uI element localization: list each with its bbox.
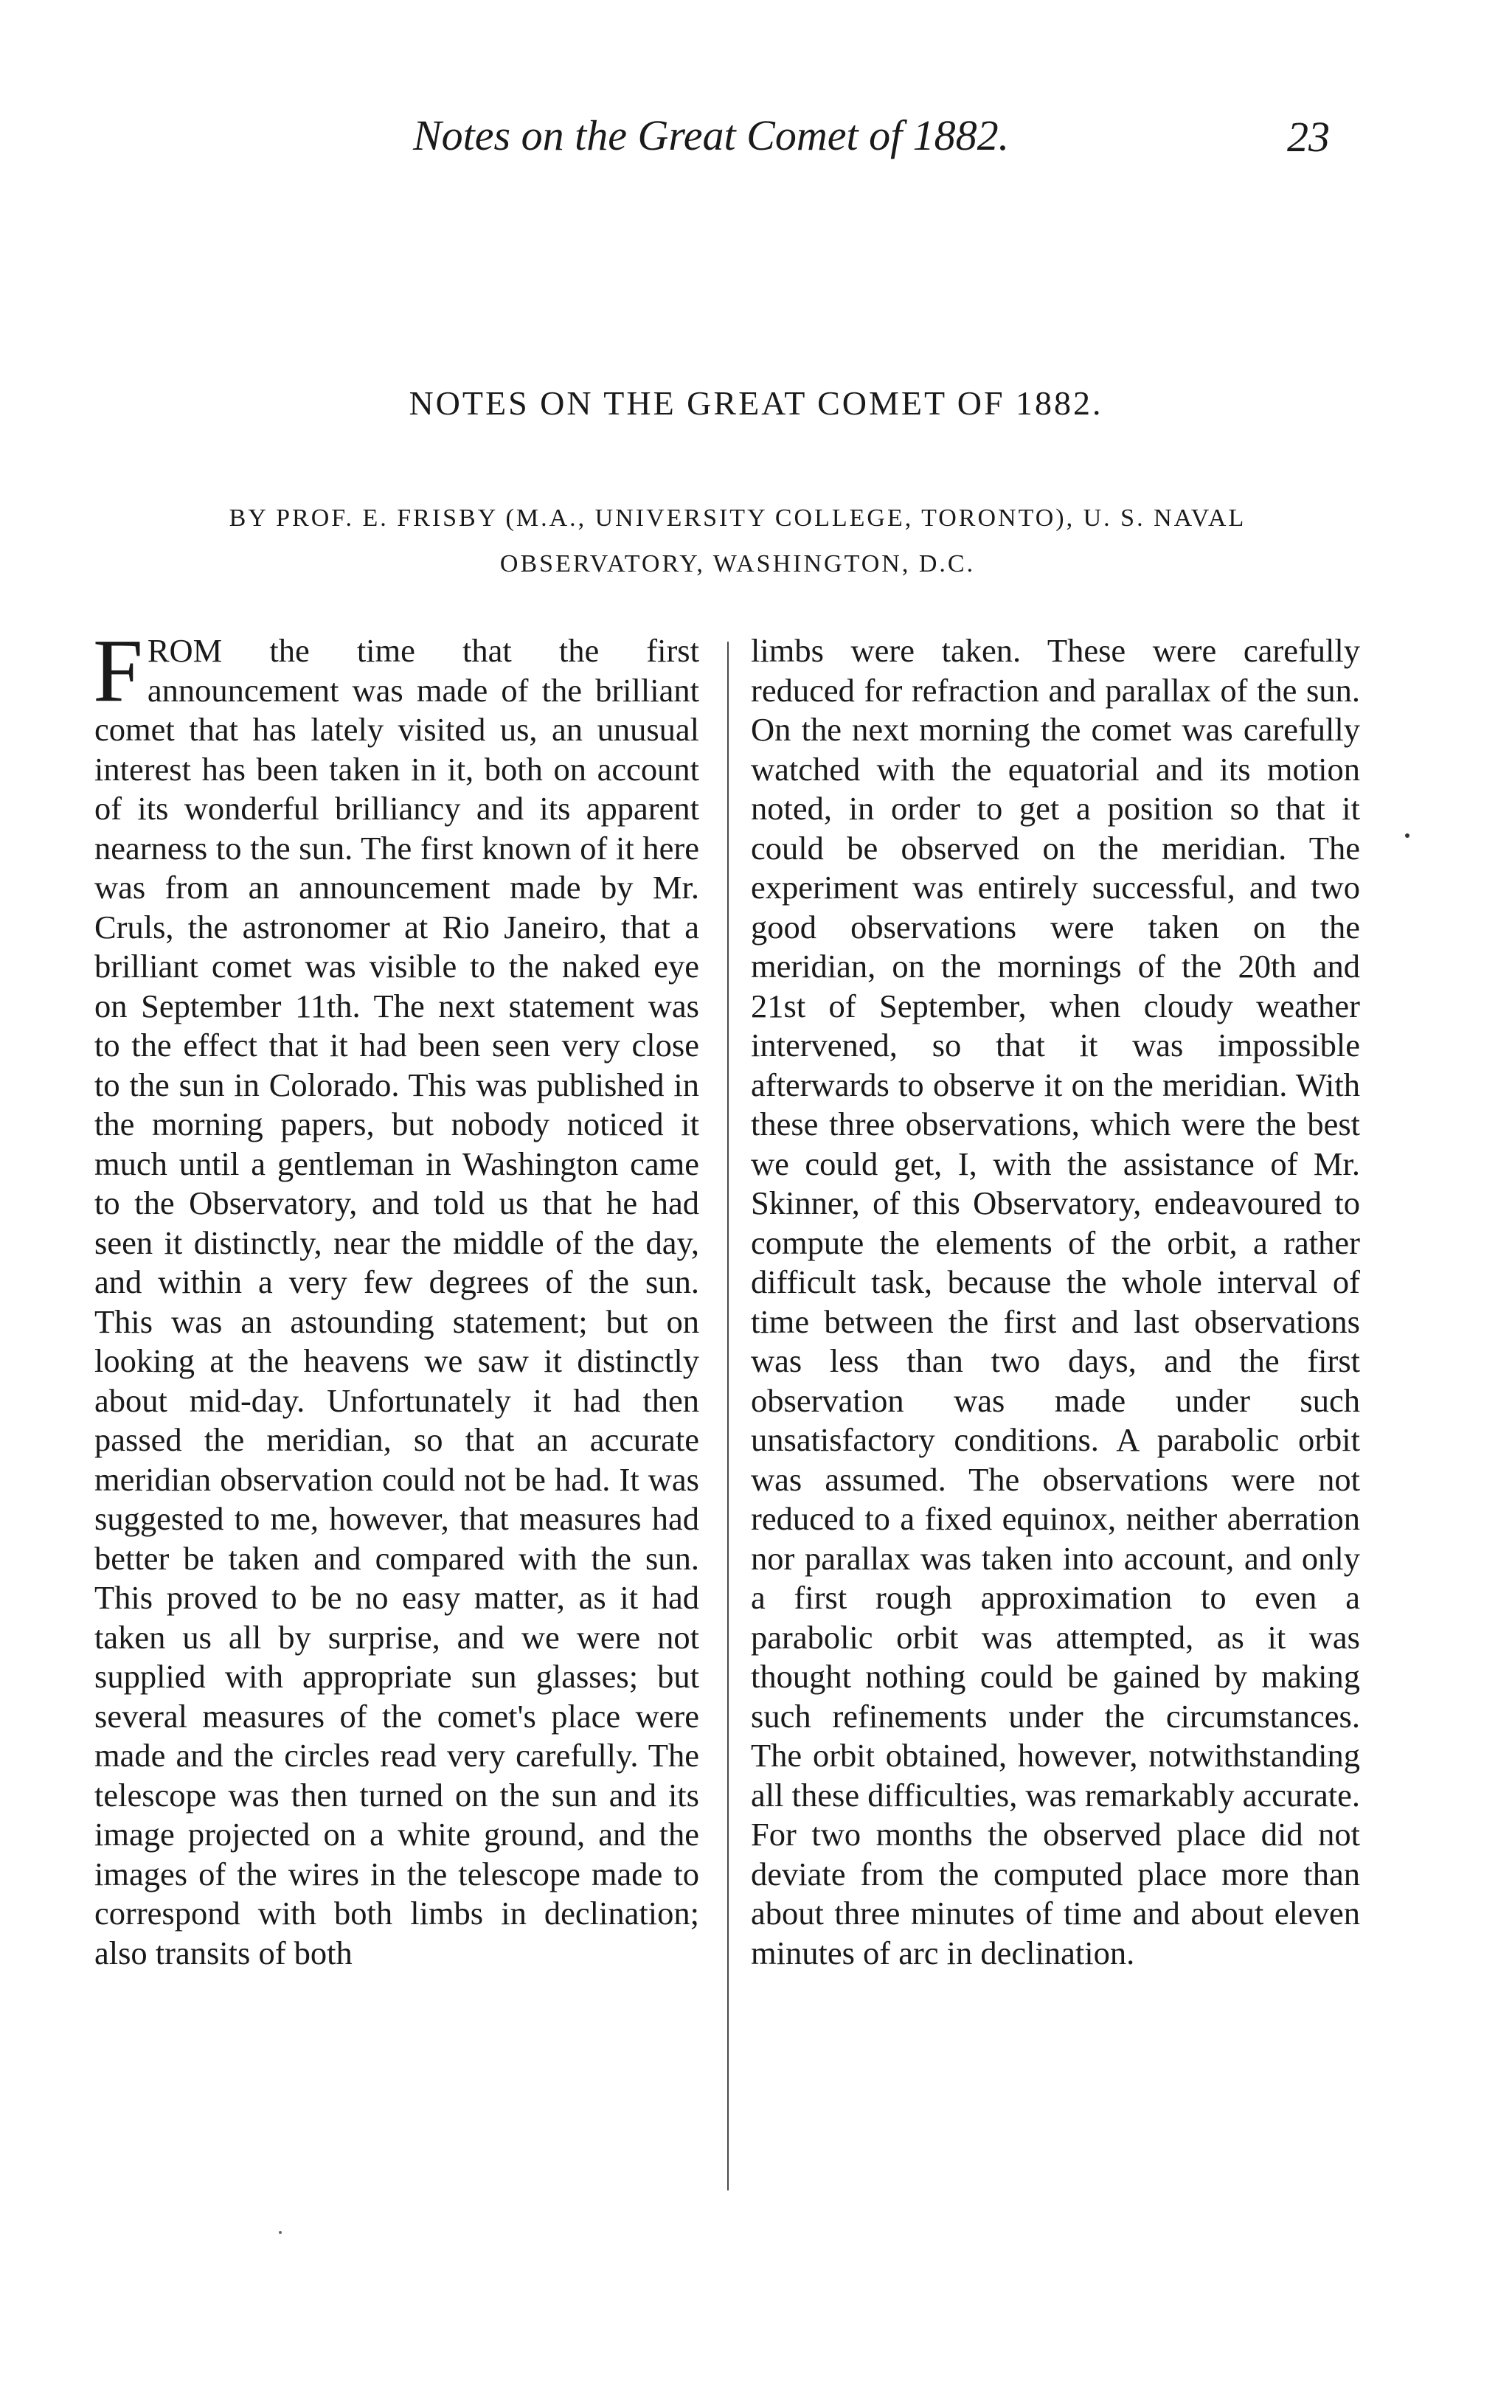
left-column-paragraph bbox=[93, 621, 699, 1973]
running-head bbox=[0, 111, 1512, 170]
byline-line-2: OBSERVATORY, WASHINGTON, D.C. bbox=[499, 550, 976, 577]
right-column-text: limbs were taken. These were carefully reduced for refraction and parallax of the sun. On the next morning the comet was carefully watched with the equatorial and its motion noted, in order to get a position so that it could be observed on the meridian. The experiment was entirely successful, and two good observations were taken on the meridian, on the mornings of the 20th and 21st of September, when cloudy weather intervened, so that it was impossible afterwards to observe it on the meridian. With these three observations, which were the best we could get, I, with the assistance of Mr. Skinner, of this Observatory, endeavoured to compute the elements of the orbit, a rather difficult task, because the whole interval of time between the first and last observations was less than two days, and the first observation was made under such unsatisfactory conditions. A parabolic orbit was assumed. The observations were not reduced to a fixed equinox, neither aberration nor parallax was taken into account, and only a first rough approximation to even a parabolic orbit was attempted, as it was thought nothing could be gained by making such refinements under the circumstances. The orbit obtained, however, notwithstanding all these difficulties, was remarkably accurate. For two months the observed place did not deviate from the computed place more than about three minutes of time and about eleven minutes of arc in declination. bbox=[751, 632, 1360, 1971]
drop-cap: F bbox=[93, 621, 143, 721]
column-divider bbox=[727, 642, 729, 2190]
left-column bbox=[93, 621, 699, 1973]
byline bbox=[111, 496, 1364, 587]
right-column bbox=[751, 631, 1360, 1973]
article-title: NOTES ON THE GREAT COMET OF 1882. bbox=[409, 384, 1103, 422]
page-number: 23 bbox=[1287, 113, 1330, 161]
left-column-text: ROM the time that the first announcement was made of the brilliant comet that has lately visited us, an unusual interest has been taken in it, both on account of its wonderful brilliancy and its apparent nearness to the sun. The first known of it here was from an announcement made by Mr. Cruls, the astronomer at Rio Janeiro, that a brilliant comet was visible to the naked eye on September 11th. The next statement was to the effect that it had been seen very close to the sun in Colorado. This was published in the morning papers, but nobody noticed it much until a gentleman in Washington came to the Observatory, and told us that he had seen it distinctly, near the middle of the day, and within a very few degrees of the sun. This was an astounding statement; but on looking at the heavens we saw it distinctly about mid-day. Unfortunately it had then passed the meridian, so that an accurate meridian observation could not be had. It was suggested to me, however, that measures had better be taken and compared with the sun. This proved to be no easy matter, as it had taken us all by surprise, and we were not supplied with appropriate sun glasses; but several measures of the comet's place were made and the circles read very carefully. The telescope was then turned on the sun and its image projected on a white ground, and the images of the wires in the telescope made to correspond with both limbs in declination; also transits of both bbox=[94, 632, 699, 1971]
byline-line-1: BY PROF. E. FRISBY (M.A., UNIVERSITY COLLEGE, TORONTO), U. S. NAVAL bbox=[229, 504, 1246, 532]
running-title: Notes on the Great Comet of 1882. bbox=[413, 111, 1010, 159]
stray-ink-dot bbox=[279, 2231, 282, 2234]
stray-ink-mark bbox=[1405, 833, 1409, 838]
